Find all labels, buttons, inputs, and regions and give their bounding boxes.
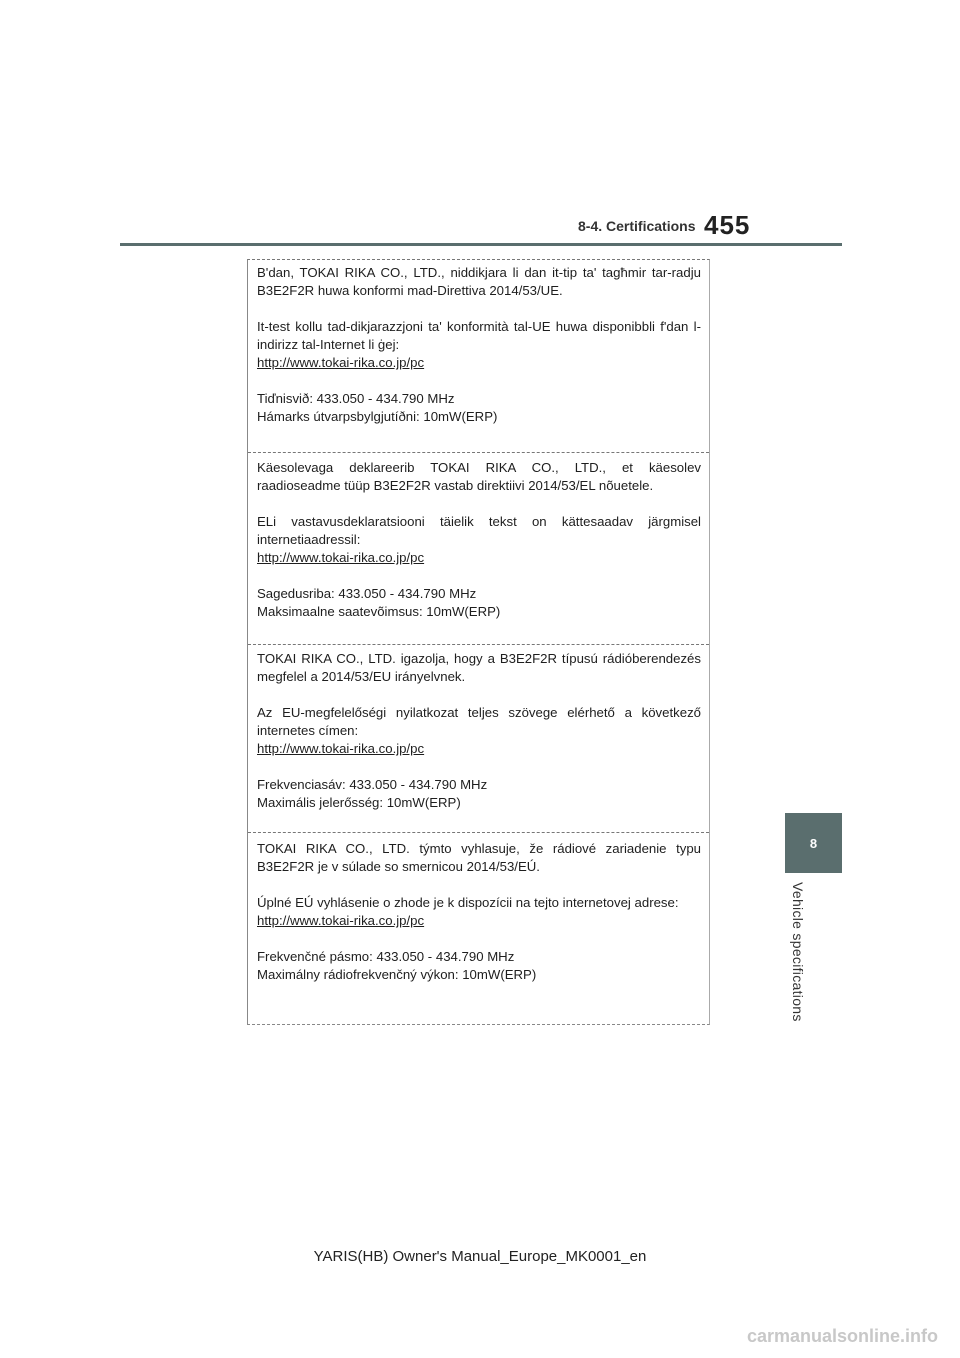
max-power: Maximálny rádiofrekvenčný výkon: 10mW(ERP) <box>257 967 537 982</box>
declaration-url[interactable]: http://www.tokai-rika.co.jp/pc <box>257 355 425 370</box>
max-power: Hámarks útvarpsbylgjutíðni: 10mW(ERP) <box>257 409 498 424</box>
chapter-title: Vehicle specifications <box>790 882 806 1022</box>
declaration-statement: TOKAI RIKA CO., LTD. igazolja, hogy a B3E2F2R típusú rádióberendezés megfelel a 2014/53/EU irányelvnek. <box>257 651 701 684</box>
frequency-band: Frekvenčné pásmo: 433.050 - 434.790 MHz <box>257 949 515 964</box>
declaration-slovak <box>248 840 709 984</box>
declaration-url[interactable]: http://www.tokai-rika.co.jp/pc <box>257 913 425 928</box>
declaration-estonian <box>248 459 709 621</box>
declaration-hungarian <box>248 650 709 812</box>
declaration-availability: It-test kollu tad-dikjarazzjoni ta' konformità tal-UE huwa disponibbli f'dan l-indirizz tal-Internet li ġej: <box>257 319 701 352</box>
declaration-statement: TOKAI RIKA CO., LTD. týmto vyhlasuje, že rádiové zariadenie typu B3E2F2R je v súlade so smernicou 2014/53/EÚ. <box>257 841 701 874</box>
declaration-maltese <box>248 264 709 426</box>
declaration-availability: Úplné EÚ vyhlásenie o zhode je k dispozícii na tejto internetovej adrese: <box>257 895 679 910</box>
declaration-url[interactable]: http://www.tokai-rika.co.jp/pc <box>257 741 425 756</box>
chapter-number: 8 <box>809 835 818 851</box>
watermark-text: carmanualsonline.info <box>746 1326 938 1346</box>
declaration-availability: Az EU-megfelelőségi nyilatkozat teljes szövege elérhető a következő internetes címen: <box>257 705 701 738</box>
max-power: Maksimaalne saatevõimsus: 10mW(ERP) <box>257 604 501 619</box>
block-divider <box>248 452 709 453</box>
declaration-availability: ELi vastavusdeklaratsiooni täielik tekst on kättesaadav järgmisel internetiaadressil: <box>257 514 701 547</box>
frequency-band: Frekvenciasáv: 433.050 - 434.790 MHz <box>257 777 488 792</box>
frequency-band: Tiďnisvið: 433.050 - 434.790 MHz <box>257 391 455 406</box>
declaration-statement: Käesolevaga deklareerib TOKAI RIKA CO., LTD., et käesolev raadioseadme tüüp B3E2F2R vastab direktiivi 2014/53/EL nõuetele. <box>257 460 701 493</box>
frequency-band: Sagedusriba: 433.050 - 434.790 MHz <box>257 586 477 601</box>
page-number: 455 <box>704 210 751 240</box>
block-divider <box>248 644 709 645</box>
certification-scan <box>247 259 710 1025</box>
manual-footer: YARIS(HB) Owner's Manual_Europe_MK0001_en <box>313 1248 647 1265</box>
chapter-tab[interactable] <box>785 813 842 873</box>
declaration-url[interactable]: http://www.tokai-rika.co.jp/pc <box>257 550 425 565</box>
declaration-statement: B'dan, TOKAI RIKA CO., LTD., niddikjara li dan it-tip ta' tagħmir tar-radju B3E2F2R huwa konformi mad-Direttiva 2014/53/UE. <box>257 265 701 298</box>
block-divider <box>248 832 709 833</box>
max-power: Maximális jelerősség: 10mW(ERP) <box>257 795 461 810</box>
section-title: 8-4. Certifications <box>578 218 696 234</box>
header-rule <box>120 243 842 246</box>
